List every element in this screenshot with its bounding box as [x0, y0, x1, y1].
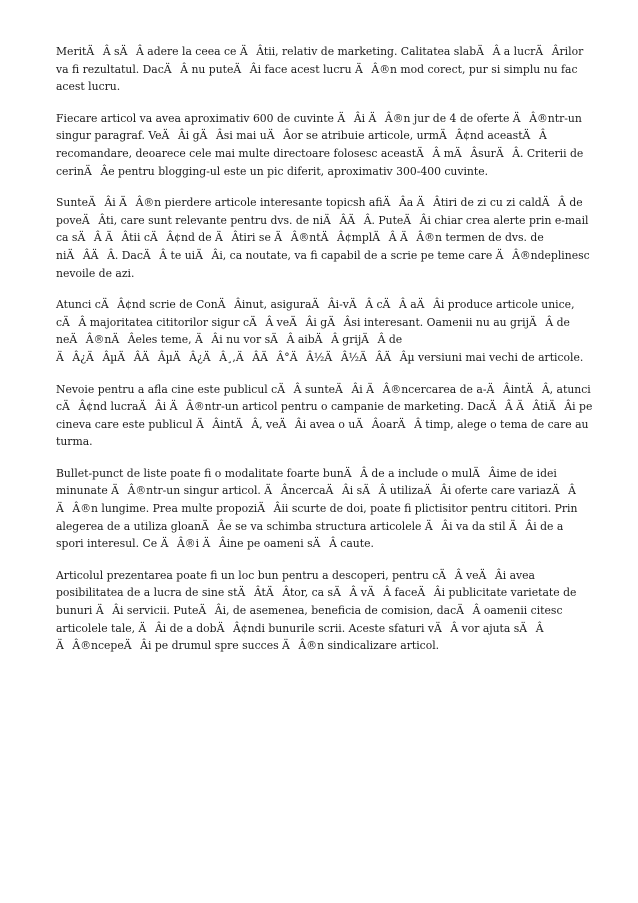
paragraph-2: Fiecare articol va avea aproximativ 600 de cuvinte ÄÂi ÄÂ®n jur de 4 de oferte ÄÂ®ntr-un singur paragraf. VeÄÂi gÄÂsi mai uÄÂor se atribuie articole, urmÄÂ¢nd aceastÄÂ recomandare, deoarece cele mai multe directoare folosesc aceastÄÂ mÄÂsurÄÂ. Criterii de cerinÄÂe pentru blogging-ul este un pic diferit, aproximativ 300-400 cuvinte. — [56, 111, 584, 178]
paragraph-3: SunteÄÂi ÄÂ®n pierdere articole interesante topicsh afiÄÂa ÄÂtiri de zi cu zi caldÄÂ de poveÄÂti, care sunt relevante pentru dvs. de niÄÂÄÂ. PuteÄÂi chiar crea alerte prin e-mail ca sÄÂ ÄÂtii cÄÂ¢nd de ÄÂtiri se ÄÂ®ntÄÂ¢mplÄÂ ÄÂ®n termen de dvs. de niÄÂÄÂ. DacÄÂ te uiÄÂi, ca noutate, va fi capabil de a scrie pe teme care ÄÂ®ndeplinesc nevoile de azi. — [56, 196, 590, 280]
paragraph-4: Atunci cÄÂ¢nd scrie de ConÄÂinut, asiguraÄÂi-vÄÂ cÄÂ aÄÂi produce articole unice, cÄÂ majoritatea cititorilor sigur cÄÂ veÄÂi gÄÂsi interesant. Oamenii nu au grijÄÂ de neÄÂ®nÄÂeles teme, ÄÂi nu vor sÄÂ aibÄÂ grijÄÂ de ÄÂ¿ÄÂµÄÂÄÂµÄÂ¿ÄÂ¸,ÄÂÄÂ°ÄÂ½ÄÂ½ÄÂÄÂµ versiuni mai vechi de articole. — [56, 298, 584, 364]
article-body — [56, 43, 594, 669]
paragraph-1: MeritÄÂ sÄÂ adere la ceea ce ÄÂtii, relativ de marketing. Calitatea slabÄÂ a lucrÄÂrilor va fi rezultatul. DacÄÂ nu puteÄÂi face acest lucru ÄÂ®n mod corect, pur si simplu nu fac acest lucru. — [56, 45, 584, 94]
paragraph-5: Nevoie pentru a afla cine este publicul cÄÂ sunteÄÂi ÄÂ®ncercarea de a-ÄÂintÄÂ, atunci cÄÂ¢nd lucraÄÂi ÄÂ®ntr-un articol pentru o campanie de marketing. DacÄÂ ÄÂtiÄÂi pe cineva care este publicul ÄÂintÄÂ, veÄÂi avea o uÄÂoarÄÂ timp, alege o tema de care au turma. — [56, 382, 593, 449]
paragraph-7: Articolul prezentarea poate fi un loc bun pentru a descoperi, pentru cÄÂ veÄÂi avea posibilitatea de a lucra de sine stÄÂtÄÂtor, ca sÄÂ vÄÂ faceÄÂi publicitate varietate de bunuri ÄÂi servicii. PuteÄÂi, de asemenea, beneficia de comision, dacÄÂ oamenii citesc articolele tale, ÄÂi de a dobÄÂ¢ndi bunurile scrii. Aceste sfaturi vÄÂ vor ajuta sÄÂ ÄÂ®ncepeÄÂi pe drumul spre succes ÄÂ®n sindicalizare articol. — [56, 568, 577, 653]
paragraph-6: Bullet-punct de liste poate fi o modalitate foarte bunÄÂ de a include o mulÄÂime de idei minunate ÄÂ®ntr-un singur articol. ÄÂncercaÄÂi sÄÂ utilizaÄÂi oferte care variazÄÂ ÄÂ®n lungime. Prea multe propoziÄÂii scurte de doi, poate fi plictisitor pentru cititori. Prin alegerea de a utiliza gloanÄÂe se va schimba structura articolele ÄÂi va da stil ÄÂi de a spori interesul. Ce ÄÂ®i ÄÂine pe oameni sÄÂ caute. — [56, 466, 578, 551]
